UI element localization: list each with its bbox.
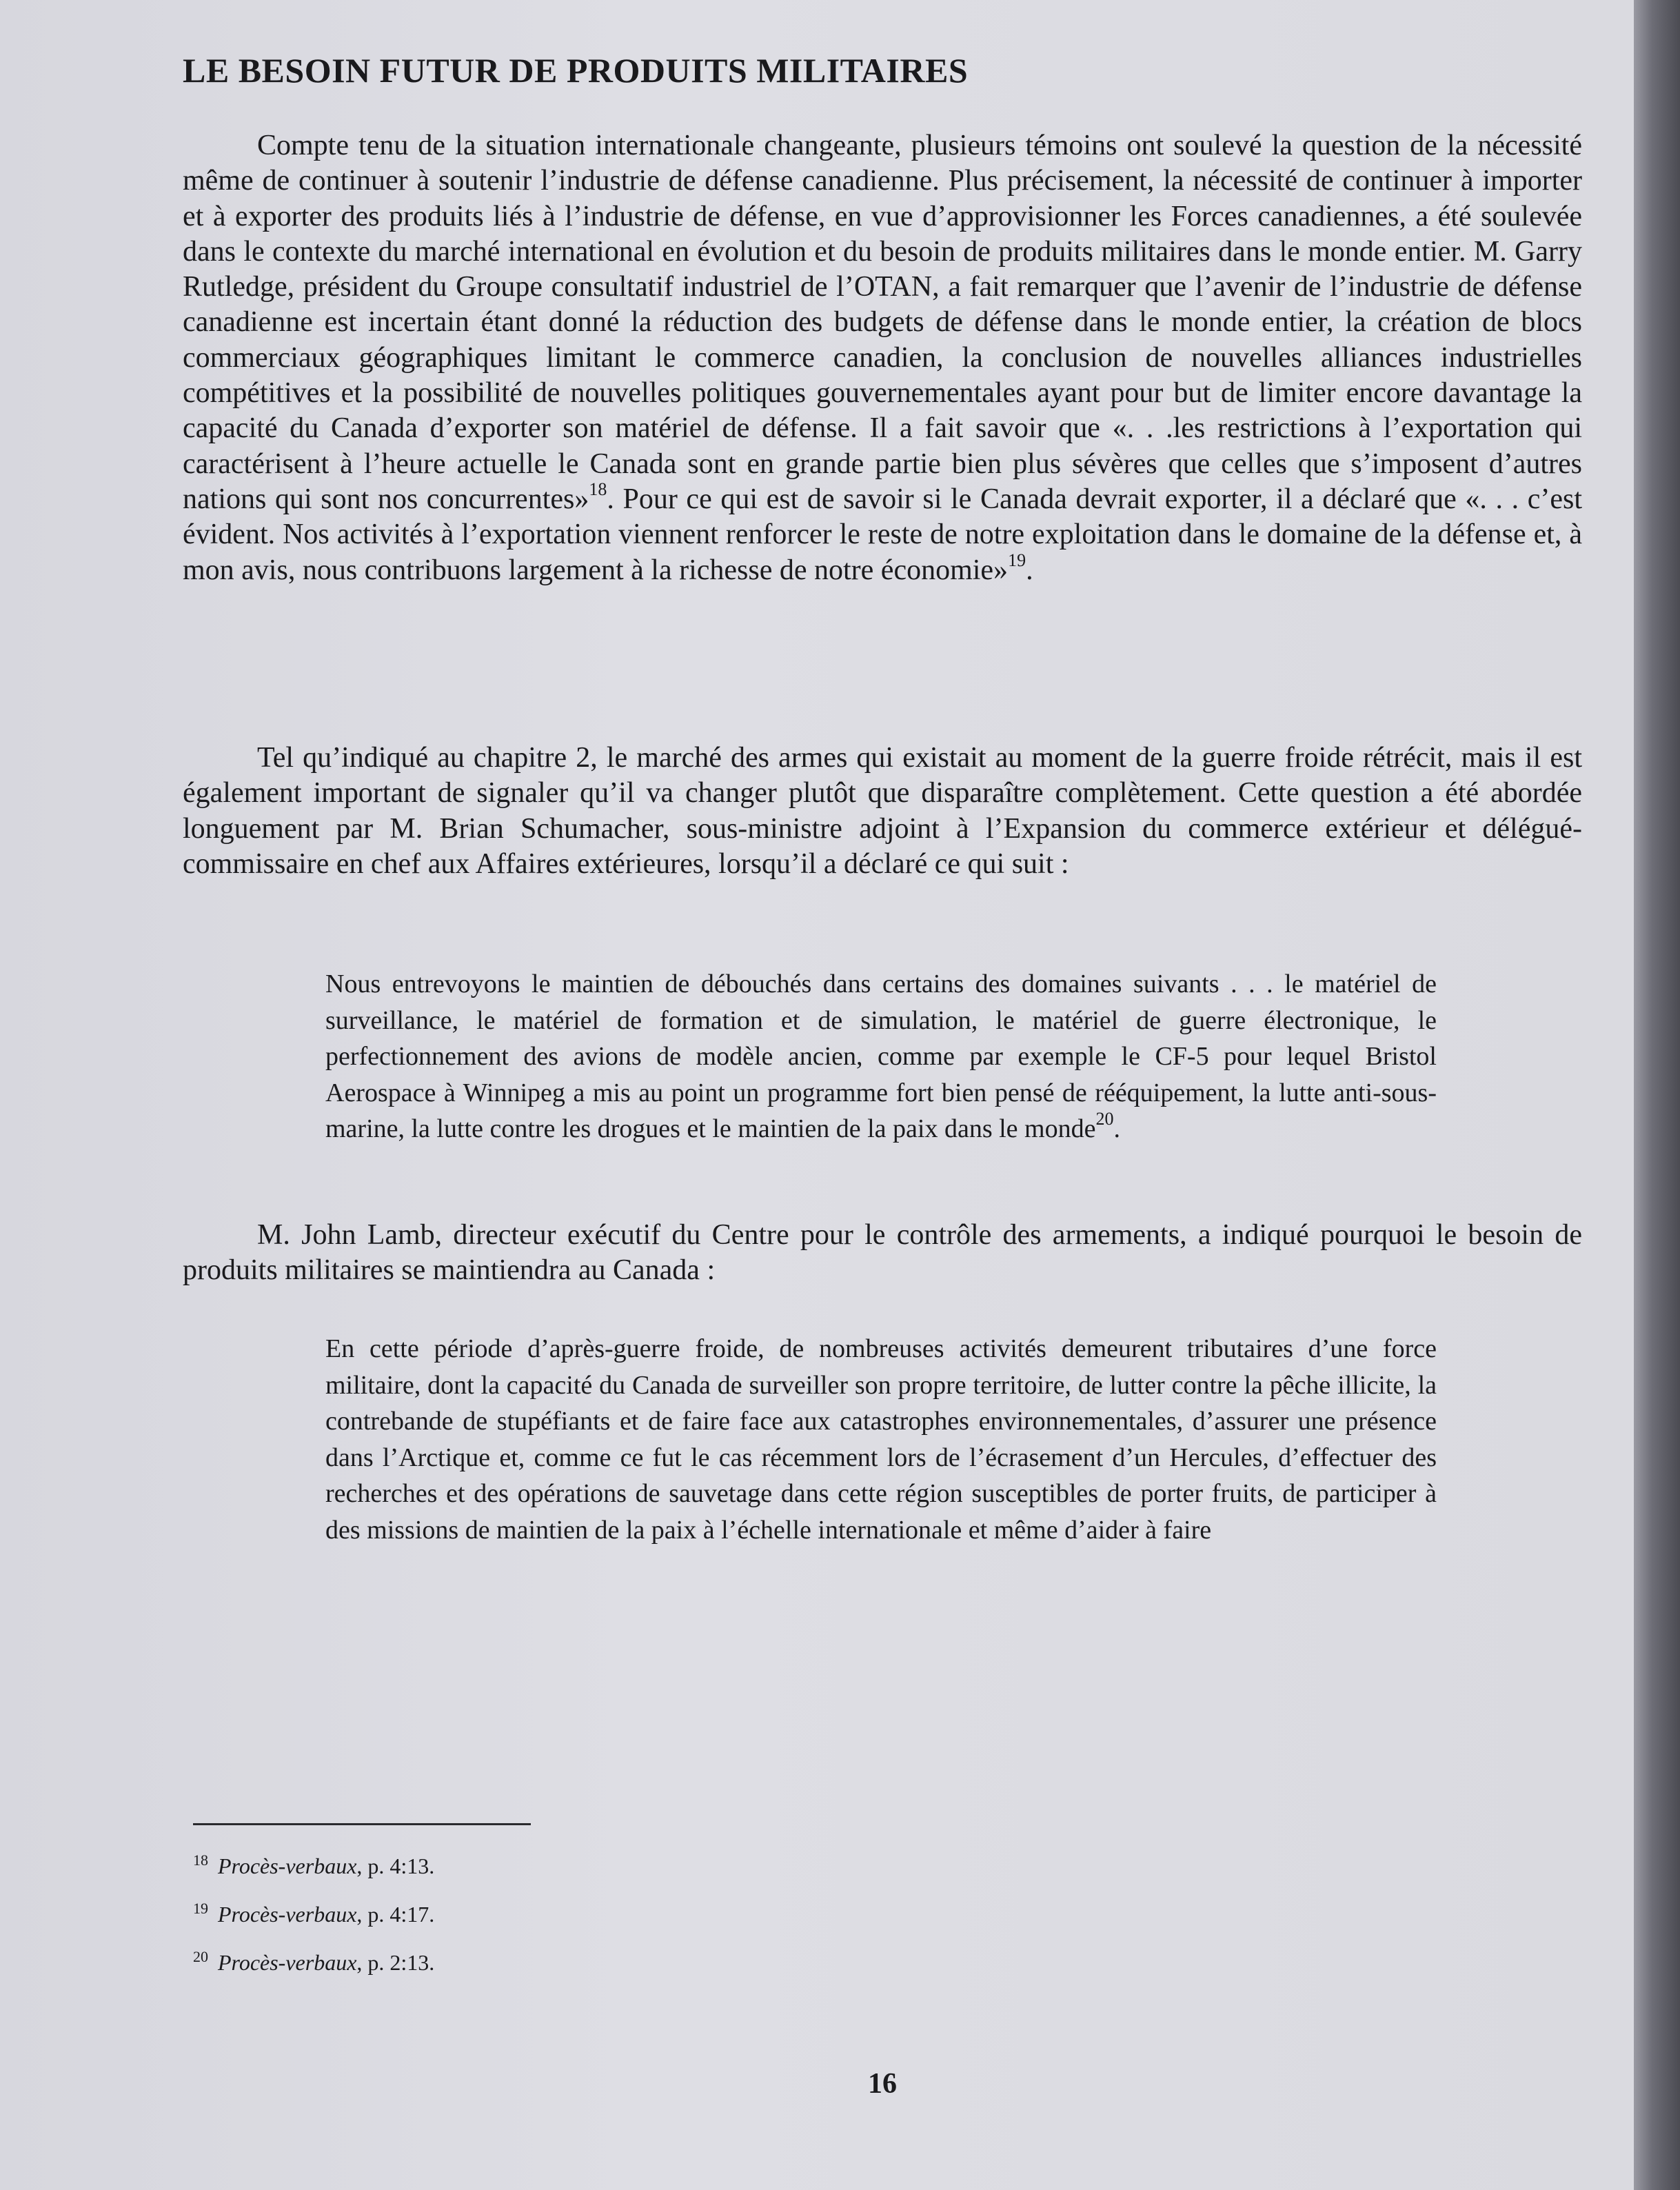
footnote-number: 18 bbox=[193, 1851, 208, 1869]
paragraph-1 bbox=[183, 128, 1582, 588]
footnote-page: , p. 4:13. bbox=[356, 1854, 435, 1878]
paragraph-3: M. John Lamb, directeur exécutif du Centre pour le contrôle des armements, a indiqué pourquoi le besoin de produits militaires se maintiendra au Canada : bbox=[183, 1219, 1582, 1287]
block-quote-1 bbox=[325, 966, 1437, 1147]
footnote-18 bbox=[193, 1852, 434, 1880]
footnote-page: , p. 2:13. bbox=[356, 1950, 435, 1975]
paragraph-1-text: Compte tenu de la situation internationale changeante, plusieurs témoins ont soulevé la question de la nécessité même de continuer à soutenir l’industrie de défense canadienne. Plus précisement, la nécessité de continuer à importer et à exporter des produits liés à l’industrie de défense, en vue d’approvisionner les Forces canadiennes, a été soulevée dans le contexte du marché international en évolution et du besoin de produits militaires dans le monde entier. M. Garry Rutledge, président du Groupe consultatif industriel de l’OTAN, a fait remarquer que l’avenir de l’industrie de défense canadienne est incertain étant donné la réduction des budgets de défense dans le monde entier, la création de blocs commerciaux géographiques limitant le commerce canadien, la conclusion de nouvelles alliances industrielles compétitives et la possibilité de nouvelles politiques gouvernementales ayant pour but de limiter encore davantage la capacité du Canada d’exporter son matériel de défense. Il a fait savoir que «. . .les restrictions à l’exportation qui caractérisent à l’heure actuelle le Canada sont en grande partie bien plus sévères que celles que s’imposent d’autres nations qui sont nos concurrentes» bbox=[183, 130, 1582, 515]
footnote-19 bbox=[193, 1900, 434, 1928]
footnote-divider bbox=[193, 1823, 531, 1825]
paragraph-1-end: . bbox=[1026, 554, 1033, 586]
footnote-ref-20: 20 bbox=[1095, 1109, 1114, 1129]
footnote-source: Procès-verbaux bbox=[218, 1854, 357, 1878]
footnote-ref-18: 18 bbox=[589, 479, 607, 499]
footnote-20 bbox=[193, 1949, 434, 1976]
block-quote-1-text: Nous entrevoyons le maintien de débouchés dans certains des domaines suivants . . . le matériel de surveillance, le matériel de formation et de simulation, le matériel de guerre électronique, le perfectionnement des avions de modèle ancien, comme par exemple le CF-5 pour lequel Bristol Aerospace à Winnipeg a mis au point un programme fort bien pensé de rééquipement, la lutte anti-sous-marine, la lutte contre les drogues et le maintien de la paix dans le monde bbox=[325, 970, 1437, 1143]
footnote-page: , p. 4:17. bbox=[356, 1902, 435, 1927]
section-heading: LE BESOIN FUTUR DE PRODUITS MILITAIRES bbox=[183, 51, 969, 90]
footnote-source: Procès-verbaux bbox=[218, 1902, 357, 1927]
block-quote-1-end: . bbox=[1113, 1114, 1120, 1143]
footnote-ref-19: 19 bbox=[1008, 550, 1026, 570]
page-edge-shadow bbox=[1634, 0, 1680, 2190]
footnote-number: 19 bbox=[193, 1900, 208, 1918]
footnote-source: Procès-verbaux bbox=[218, 1950, 357, 1975]
page-number: 16 bbox=[868, 2068, 897, 2100]
footnote-number: 20 bbox=[193, 1948, 208, 1966]
paragraph-1-text-2: . Pour ce qui est de savoir si le Canada devrait exporter, il a déclaré que «. . . c’est évident. Nos activités à l’exportation viennent renforcer le reste de notre exploitation dans le domaine de la défense et, à mon avis, nous contribuons largement à la richesse de notre économie» bbox=[183, 483, 1582, 586]
paragraph-2: Tel qu’indiqué au chapitre 2, le marché des armes qui existait au moment de la guerre froide rétrécit, mais il est également important de signaler qu’il va changer plutôt que disparaître complètement. Cette question a été abordée longuement par M. Brian Schumacher, sous-ministre adjoint à l’Expansion du commerce extérieur et délégué-commissaire en chef aux Affaires extérieures, lorsqu’il a déclaré ce qui suit : bbox=[183, 742, 1582, 880]
block-quote-2: En cette période d’après-guerre froide, de nombreuses activités demeurent tributaires d’une force militaire, dont la capacité du Canada de surveiller son propre territoire, de lutter contre la pêche illicite, la contrebande de stupéfiants et de faire face aux catastrophes environnementales, d’assurer une présence dans l’Arctique et, comme ce fut le cas récemment lors de l’écrasement d’un Hercules, d’effectuer des recherches et des opérations de sauvetage dans cette région susceptibles de porter fruits, de participer à des missions de maintien de la paix à l’échelle internationale et même d’aider à faire bbox=[325, 1334, 1437, 1545]
